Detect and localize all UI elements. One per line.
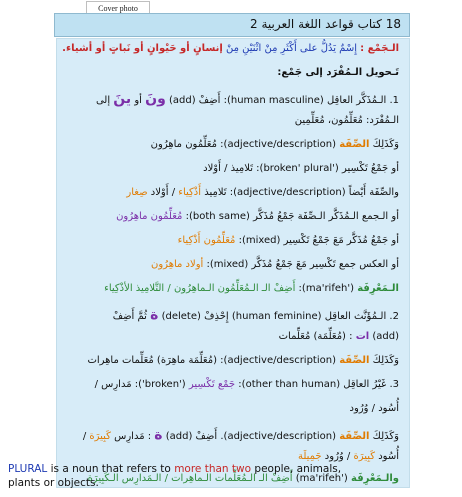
definite-line-1: [104, 283, 399, 294]
adj-1-term: الصِّفَة: [339, 139, 370, 150]
rule-1-example: [295, 115, 399, 126]
adj-1-noun: مُعَلِّمُون ماهِرُون: [150, 139, 217, 150]
suffix-ina: ينَ: [113, 91, 132, 107]
both-same-gloss: (both same):: [182, 211, 254, 222]
rule-2-add: (add): [369, 331, 399, 342]
rule-3-broken: جَمْع تَكْسِير: [188, 379, 236, 390]
rule-2-text: 2. الـمُؤَنَّث العاقِل (human feminine) إِحْذِفْ (delete): [158, 311, 399, 322]
adjective-line-1: [151, 139, 399, 150]
definite-2-example: أَضِفْ الـ الـمُعَلِّمات الـماهِرات / الـمَدارِس الـكَبِيرَة: [87, 473, 293, 484]
term-plural: الـجَمْع :: [360, 43, 399, 54]
adjective-line-4: [83, 427, 399, 443]
both-same-example: مُعَلِّمُون ماهِرُون: [116, 211, 183, 222]
definite-2-term: والـمَعْرِفَة: [351, 473, 399, 484]
taa-marbuta: ة: [150, 307, 159, 323]
adj-2-word-2: صِغار: [126, 187, 148, 198]
plural-definition-line-1: [8, 463, 341, 475]
page-title: 18 كتاب قواعد اللغة العربية 2: [250, 17, 401, 31]
broken-plural-line: [203, 163, 399, 174]
rule-3-example: [350, 403, 399, 414]
rule-1-or: أو: [131, 95, 146, 106]
adj-2-sep: / أَوْلاد: [147, 187, 179, 198]
plural-more-than-two: more than two: [174, 463, 252, 475]
suffix-at: ات: [355, 331, 370, 342]
definite-1-gloss: ('ma'rifeh):: [295, 283, 358, 294]
adj-4-noun: : مَدارِس: [110, 431, 155, 442]
adj-4-taa: ة: [154, 427, 163, 443]
rule-1-example-text: الـمُفْرَد: مُعَلِّمُون، مُعَلِّمِين: [294, 115, 399, 126]
mixed-1-gloss: (mixed):: [235, 235, 284, 246]
adj-4-prefix: وَكَذَلِكَ: [369, 431, 399, 442]
definite-2-gloss: ('ma'rifeh): [292, 473, 351, 484]
adj-3-gloss: (adjective/description):: [216, 355, 340, 366]
plural-text-2: people, animals,: [251, 463, 342, 475]
adjective-line-3: [87, 355, 399, 366]
grammar-content: [56, 38, 410, 488]
definite-1-example: أَضِفْ الـ الـمُعَلِّمُون الـماهِرُون / التَّلامِيذ الأذْكِياء: [104, 283, 296, 294]
rule-3-gloss: ('broken'): مَدارِس /: [94, 379, 189, 390]
definition-text: إِسْمٌ يَدُلُّ على أَكْثَرِ مِنْ اثْنَيْنِ مِنْ: [222, 43, 361, 54]
plural-definition-line-2: [8, 477, 99, 489]
both-same-line: [116, 211, 399, 222]
mixed-line-2: [151, 259, 399, 270]
adj-2-gloss: (adjective/description): تَلامِيذ: [201, 187, 349, 198]
plural-word: PLURAL: [8, 463, 48, 475]
adj-4-adj: كَبِيرَة: [89, 431, 111, 442]
adj-3-term: الصِّفَة: [339, 355, 370, 366]
adj-3-example: (مُعَلِّمَة ماهِرَة) مُعَلِّمات ماهِرات: [87, 355, 217, 366]
rule-1-to: إلى: [95, 95, 114, 106]
rule-1-text: 1. الـمُذَكَّر العاقِل (human masculine): أَضِفْ (add): [165, 95, 399, 106]
adj-1-prefix: وَكَذَلِكَ: [369, 139, 399, 150]
definition-line: [62, 43, 399, 54]
mixed-line-1: [178, 235, 399, 246]
page-header: [54, 13, 410, 37]
adj-4b-noun-2: / وُرُود: [321, 451, 354, 462]
adj-4-term: الصِّفَة: [339, 431, 370, 442]
rule-3-example-text: أُسُود / وُرُود: [349, 403, 399, 414]
mixed-2-gloss: (mixed):: [203, 259, 252, 270]
rule-2-then: ثُمَّ أَضِفْ: [112, 311, 151, 322]
definite-1-term: الـمَعْرِفَة: [357, 283, 399, 294]
adj-2-term: والصِّفَة أَيْضاً: [348, 187, 399, 198]
adj-4-gloss: (adjective/description). أَضِفْ (add): [162, 431, 340, 442]
adj-4-sep: /: [82, 431, 90, 442]
mixed-1-rule: أو جَمْعُ مُذَكَّر مَعَ جَمْعُ تَكْسِير: [283, 235, 399, 246]
conversion-heading-text: تَـحويل الـمُفْرَد إلى جَمْع:: [277, 67, 399, 78]
mixed-2-example: أولاد ماهِرُون: [151, 259, 204, 270]
mixed-1-example: مُعَلِّمُون أَذْكِياء: [177, 235, 236, 246]
rule-2-example: [279, 331, 399, 342]
adjective-line-2: [126, 187, 399, 198]
both-same-rule: أو الـجمع الـمُذَكَّر الـصِّفَة جَمْعُ مُذَكَّر: [253, 211, 399, 222]
suffix-una: ونَ: [145, 91, 166, 107]
mixed-2-rule: أو العكس جمع تَكْسِير مَعَ جَمْعُ مُذَكَّر: [251, 259, 399, 270]
rule-1-line: [96, 91, 399, 107]
definition-examples: إنسانٍ أو حَيْوانٍ أو نَباتٍ أو أشياء.: [62, 43, 223, 54]
rule-3-line: [95, 379, 399, 390]
rule-2-line: [113, 307, 399, 323]
conversion-heading: [277, 67, 399, 78]
adj-3-prefix: وَكَذَلِكَ: [369, 355, 399, 366]
adj-4b-noun-1: أُسُود: [375, 451, 399, 462]
adj-1-gloss: (adjective/description):: [216, 139, 340, 150]
plural-text-3: plants or objects.: [8, 477, 99, 489]
broken-plural-text: أو جَمْعُ تَكْسِير ('broken' plural): تَلامِيذ / أَوْلاد: [203, 163, 399, 174]
adj-4b-adj-2: جَمِيلَة: [297, 451, 322, 462]
rule-3-text: 3. غَيْرُ العاقِل (other than human):: [235, 379, 399, 390]
adjective-line-4-cont: [298, 451, 399, 462]
rule-2-example-text: : (مُعَلِّمَة) مُعَلِّمات: [278, 331, 356, 342]
adj-4b-adj-1: كَبِيرَة: [353, 451, 376, 462]
cover-photo-tab[interactable]: Cover photo: [86, 1, 150, 15]
adj-2-word-1: أَذْكِياء: [178, 187, 202, 198]
plural-text-1: is a noun that refers to: [47, 463, 175, 475]
